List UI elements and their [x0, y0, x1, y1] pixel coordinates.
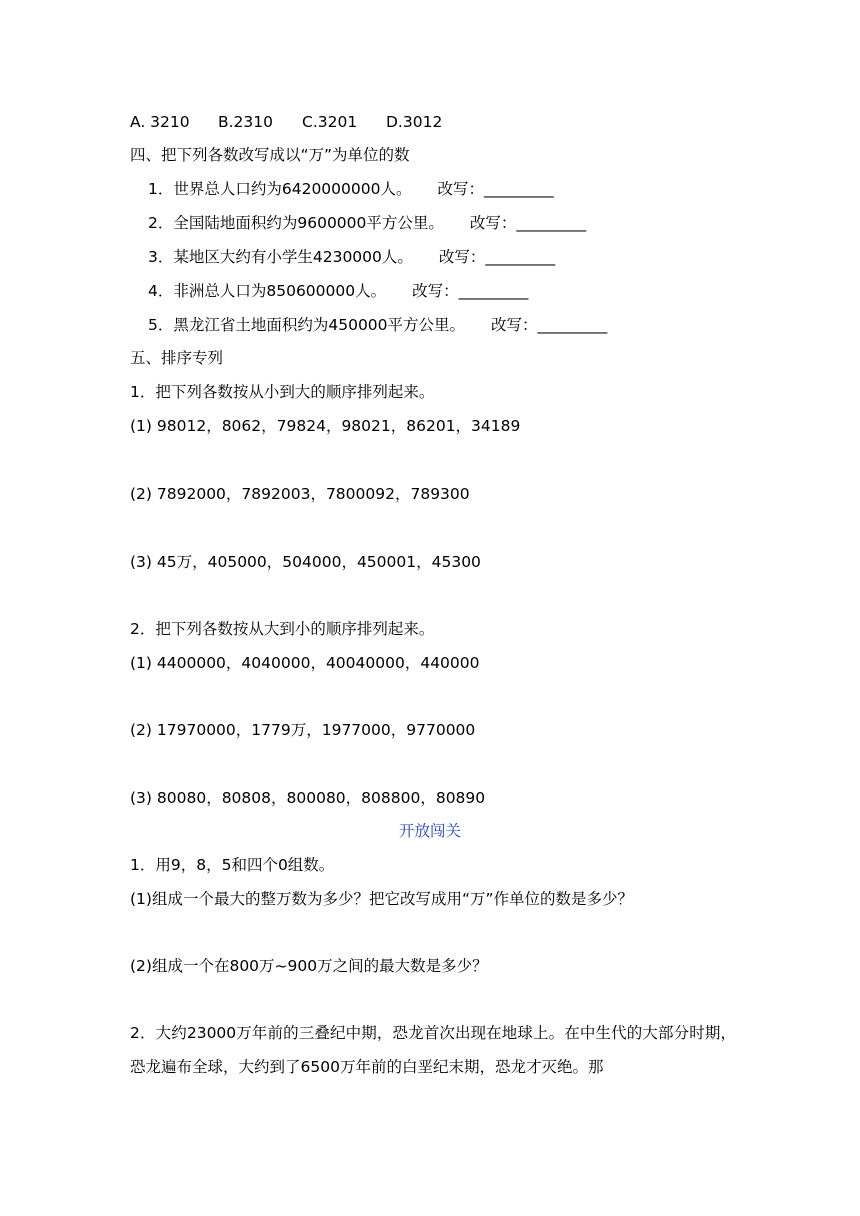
open-question-1: 1．用9，8，5和四个0组数。 — [130, 856, 335, 874]
open-question-1a: (1)组成一个最大的整万数为多少？把它改写成用“万”作单位的数是多少？ — [130, 890, 634, 908]
open-question-2: 2．大约23000万年前的三叠纪中期，恐龙首次出现在地球上。在中生代的大部分时期，恐龙遍布全球，大约到了6500万年前的白垩纪末期，恐龙才灭绝。那 — [130, 1024, 736, 1076]
sort-item: (2) 17970000，1779万，1977000，9770000 — [130, 721, 476, 739]
sort-item: (2) 7892000，7892003，7800092，789300 — [130, 485, 470, 503]
section4-item — [148, 315, 607, 335]
item-text: 5．黑龙江省土地面积约为450000平方公里。 — [148, 316, 466, 334]
item-text: 2．全国陆地面积约为9600000平方公里。 — [148, 214, 444, 232]
section4-item — [148, 213, 586, 233]
section4-item — [148, 281, 528, 301]
section4-item — [148, 179, 554, 199]
section5-question-1: 1．把下列各数按从小到大的顺序排列起来。 — [130, 383, 435, 401]
answer-options — [130, 112, 442, 132]
answer-blank: 改写：_________ — [437, 180, 554, 198]
answer-blank: 改写：_________ — [412, 282, 529, 300]
sort-item: (3) 45万，405000，504000，450001，45300 — [130, 553, 481, 571]
option-d: D.3012 — [386, 113, 443, 131]
option-a: A. 3210 — [130, 113, 190, 131]
option-b: B.2310 — [218, 113, 274, 131]
section4-item — [148, 247, 555, 267]
sort-item: (1) 98012，8062，79824，98021，86201，34189 — [130, 417, 521, 435]
item-text: 3．某地区大约有小学生4230000人。 — [148, 248, 413, 266]
answer-blank: 改写：_________ — [438, 248, 556, 266]
item-text: 4．非洲总人口为850600000人。 — [148, 282, 387, 300]
answer-blank: 改写：_________ — [491, 316, 608, 334]
section5-title: 五、排序专列 — [130, 349, 224, 367]
section4-title: 四、把下列各数改写成以“万”为单位的数 — [130, 146, 410, 164]
open-question-1b: (2)组成一个在800万~900万之间的最大数是多少？ — [130, 957, 488, 975]
sort-item: (1) 4400000，4040000，40040000，440000 — [130, 654, 480, 672]
section5-question-2: 2．把下列各数按从大到小的顺序排列起来。 — [130, 620, 435, 638]
open-section-heading: 开放闯关 — [398, 822, 461, 840]
item-text: 1．世界总人口约为6420000000人。 — [148, 180, 412, 198]
option-c: C.3201 — [302, 113, 358, 131]
answer-blank: 改写：_________ — [469, 214, 587, 232]
sort-item: (3) 80080，80808，800080，808800，80890 — [130, 789, 486, 807]
